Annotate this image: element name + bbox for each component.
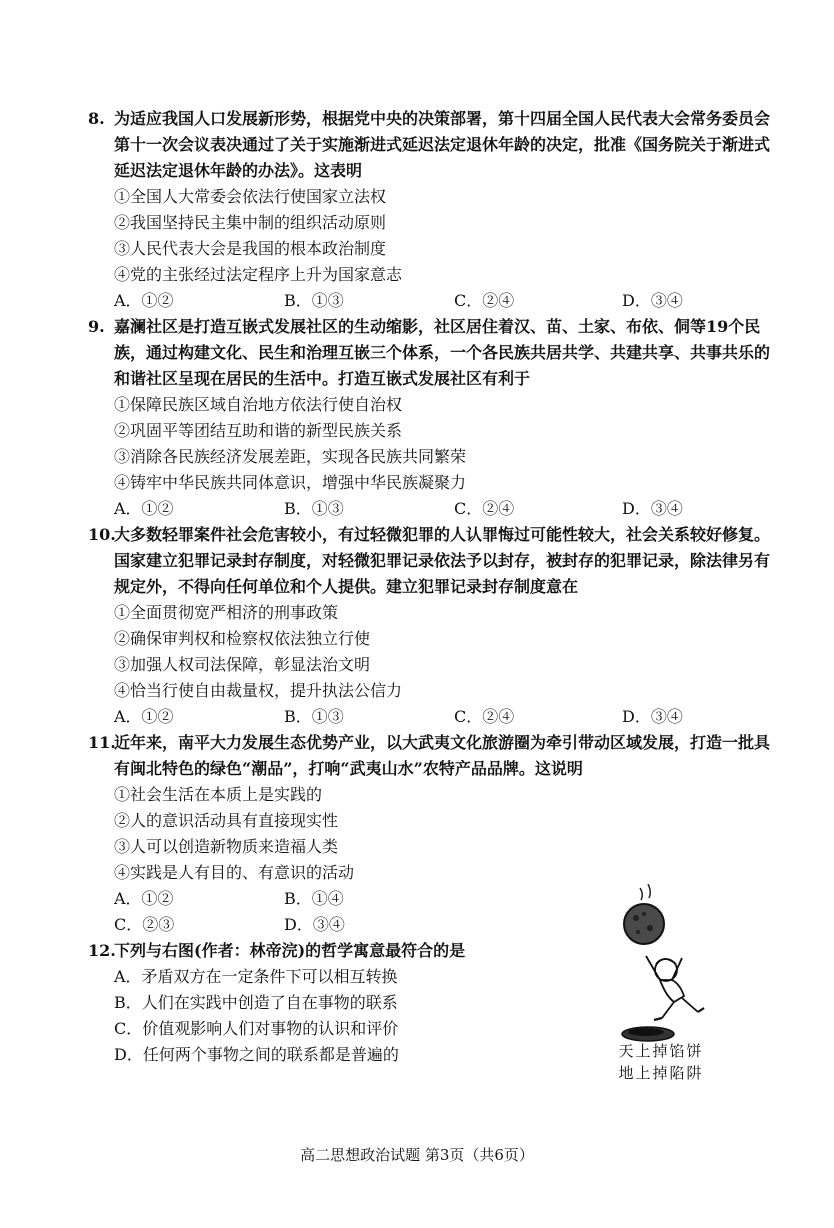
option: ②人的意识活动具有直接现实性 xyxy=(114,811,339,830)
option: ②巩固平等团结互助和谐的新型民族关系 xyxy=(114,421,403,440)
option: ③消除各民族经济发展差距，实现各民族共同繁荣 xyxy=(114,447,467,466)
option: ②我国坚持民主集中制的组织活动原则 xyxy=(114,213,387,232)
answer-choice-c: C．②③ xyxy=(114,915,175,934)
option: ④党的主张经过法定程序上升为国家意志 xyxy=(114,265,403,284)
answer-choice-d: D．③④ xyxy=(622,499,683,518)
answer-choice-d: D．③④ xyxy=(622,291,683,310)
answer-choice-c: C．价值观影响人们对事物的认识和评价 xyxy=(114,1019,399,1038)
answer-choice-b: B．①④ xyxy=(284,889,344,908)
question-number: 8. xyxy=(88,109,105,128)
answer-choice-a: A．矛盾双方在一定条件下可以相互转换 xyxy=(114,967,398,986)
answer-choice-a: A．①② xyxy=(114,499,174,518)
answer-choice-a: A．①② xyxy=(114,707,174,726)
option: ①保障民族区域自治地方依法行使自治权 xyxy=(114,395,403,414)
answer-choice-a: A．①② xyxy=(114,889,174,908)
option: ①全面贯彻宽严相济的刑事政策 xyxy=(114,603,339,622)
option: ②确保审判权和检察权依法独立行使 xyxy=(114,629,371,648)
question-text: 为适应我国人口发展新形势，根据党中央的决策部署，第十四届全国人民代表大会常务委员会第十一次会议表决通过了关于实施渐进式延迟法定退休年龄的决定，批准《国务院关于渐进式延迟法定退休年龄的办法》。这表明 xyxy=(114,109,771,180)
answer-choice-b: B．①③ xyxy=(284,499,344,518)
answer-choice-c: C．②④ xyxy=(454,707,515,726)
option: ①社会生活在本质上是实践的 xyxy=(114,785,323,804)
option: ③人民代表大会是我国的根本政治制度 xyxy=(114,239,387,258)
answer-choice-c: C．②④ xyxy=(454,291,515,310)
option: ④实践是人有目的、有意识的活动 xyxy=(114,863,355,882)
option: ③加强人权司法保障，彰显法治文明 xyxy=(114,655,371,674)
answer-choice-d: D．③④ xyxy=(622,707,683,726)
page-footer: 高二思想政治试题 第3页（共6页） xyxy=(300,1146,534,1164)
question-text: 近年来，南平大力发展生态优势产业，以大武夷文化旅游圈为牵引带动区域发展，打造一批具有闽北特色的绿色“潮品”，打响“武夷山水”农特产品品牌。这说明 xyxy=(114,733,771,778)
answer-choice-d: D．任何两个事物之间的联系都是普遍的 xyxy=(114,1045,399,1064)
question-10-stem xyxy=(88,522,778,600)
answer-choice-c: C．②④ xyxy=(454,499,515,518)
cartoon-caption-line-1: 天上掉馅饼 xyxy=(618,1042,704,1060)
option: ④铸牢中华民族共同体意识，增强中华民族凝聚力 xyxy=(114,473,467,492)
question-number: 9. xyxy=(88,317,105,336)
question-text: 嘉澜社区是打造互嵌式发展社区的生动缩影，社区居住着汉、苗、土家、布依、侗等19个民族，通过构建文化、民生和治理互嵌三个体系，一个各民族共居共学、共建共享、共事共乐的和谐社区呈现在居民的生活中。打造互嵌式发展社区有利于 xyxy=(114,317,771,388)
question-8-stem xyxy=(88,106,778,184)
question-text: 大多数轻罪案件社会危害较小，有过轻微犯罪的人认罪悔过可能性较大，社会关系较好修复。国家建立犯罪记录封存制度，对轻微犯罪记录依法予以封存，被封存的犯罪记录，除法律另有规定外，不得向任何单位和个人提供。建立犯罪记录封存制度意在 xyxy=(114,525,771,596)
answer-choice-a: A．①② xyxy=(114,291,174,310)
answer-choice-d: D．③④ xyxy=(284,915,345,934)
question-text: 下列与右图(作者：林帝浣)的哲学寓意最符合的是 xyxy=(114,941,466,960)
option: ④恰当行使自由裁量权，提升执法公信力 xyxy=(114,681,403,700)
option: ①全国人大常委会依法行使国家立法权 xyxy=(114,187,387,206)
option: ③人可以创造新物质来造福人类 xyxy=(114,837,339,856)
question-number: 10. xyxy=(88,525,116,544)
answer-choice-b: B．①③ xyxy=(284,291,344,310)
question-number: 12. xyxy=(88,941,116,960)
question-9-stem xyxy=(88,314,778,392)
answer-choice-b: B．人们在实践中创造了自在事物的联系 xyxy=(114,993,398,1012)
answer-choice-b: B．①③ xyxy=(284,707,344,726)
question-11-stem xyxy=(88,730,778,782)
question-number: 11. xyxy=(88,733,116,752)
cartoon-caption-line-2: 地上掉陷阱 xyxy=(618,1064,704,1082)
